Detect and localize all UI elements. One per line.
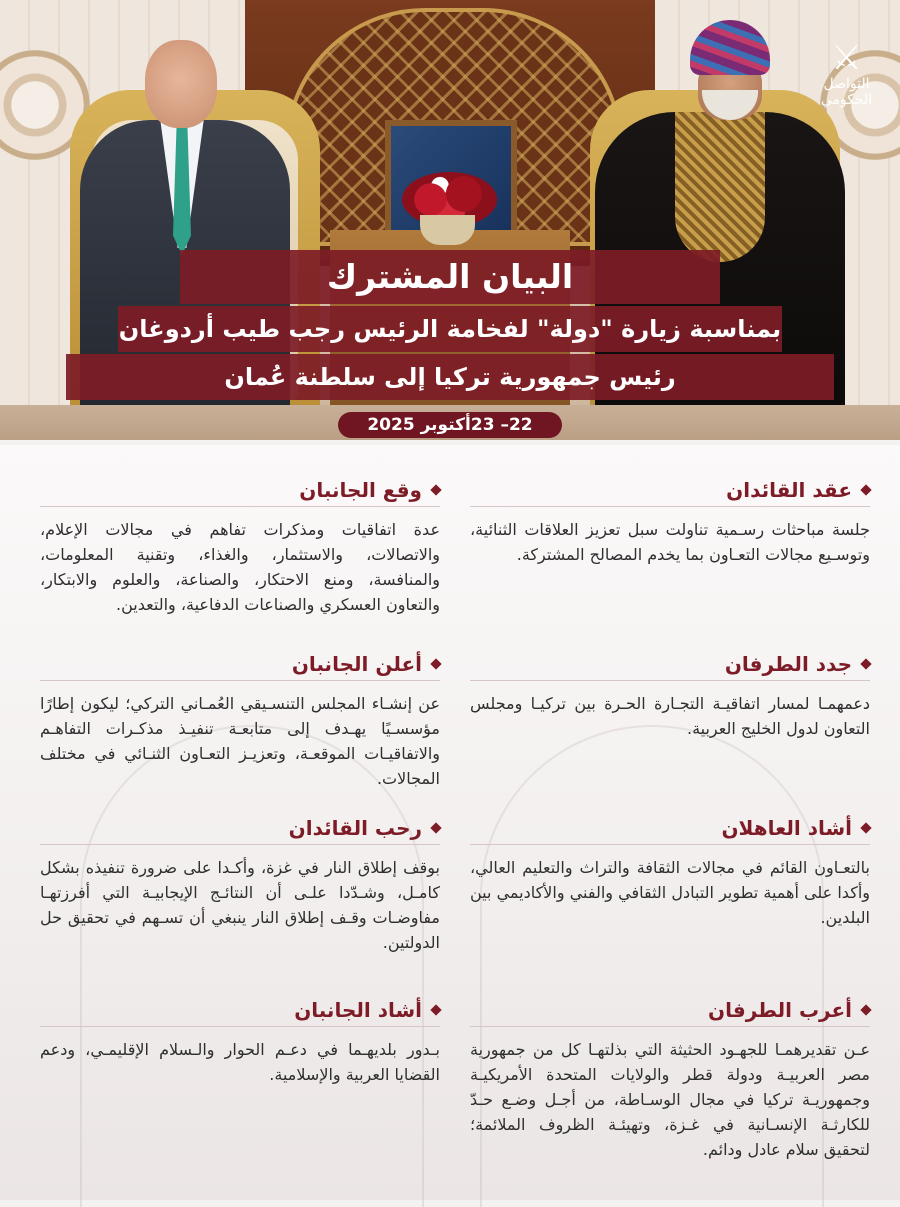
section-sides-praised [40, 994, 440, 1087]
diamond-bullet-icon [430, 1004, 441, 1015]
section-title: أعلن الجانبان [291, 652, 422, 676]
section-title: أشاد العاهلان [721, 816, 852, 840]
diamond-bullet-icon [430, 658, 441, 669]
section-title: أشاد الجانبان [294, 998, 422, 1022]
diamond-bullet-icon [860, 1004, 871, 1015]
subtitle-line-1: بمناسبة زيارة "دولة" لفخامة الرئيس رجب طيب أردوغان [118, 315, 782, 343]
section-leaders-welcomed [40, 812, 440, 955]
section-title: رحب القائدان [288, 816, 422, 840]
logo-line-1: التواصل [823, 76, 870, 92]
section-title: جدد الطرفان [724, 652, 852, 676]
section-body: بـدور بلديهـما في دعـم الحوار والـسلام الإقليمـي، ودعم القضايا العربية والإسلامية. [40, 1040, 440, 1084]
section-sides-announced [40, 648, 440, 791]
section-title: عقد القائدان [726, 478, 852, 502]
diamond-bullet-icon [430, 484, 441, 495]
section-leaders-held [470, 474, 870, 567]
section-parties-expressed [470, 994, 870, 1162]
section-body: عدة اتفاقيات ومذكرات تفاهم في مجالات الإعلام، والاتصالات، والاستثمار، والغذاء، وتقنية المعلومات، والمنافسة، ومنع الاحتكار، والصناعة، والعلوم والابتكار، والتعاون العسكري والصناعات الدفاعية، والتعدين. [40, 520, 440, 614]
section-body: عن إنشـاء المجلس التنسـيقي العُمـاني التركي؛ ليكون إطارًا مؤسسـيًا يهـدف إلى متابعـة تنفيـذ مذكـرات التفاهـم والاتفاقيـات الموقعـة، وتعزيـز التعـاون الثنـائي في مختلف المجالات. [40, 694, 440, 788]
subtitle-bar-1 [118, 306, 782, 352]
section-body: بوقف إطلاق النار في غزة، وأكـدا على ضرورة تنفيذه بشكل كامـل، وشـدّدا علـى أن النتائـج الإيجابيـة التي أفرزتهـا مفاوضـات وقـف إطلاق النار ينبغي أن تسـهم في تحقيق حل الدولتين. [40, 858, 440, 952]
date-badge: 22– 23أكتوبر 2025 [338, 412, 562, 438]
diamond-bullet-icon [430, 822, 441, 833]
section-monarchs-praised [470, 812, 870, 930]
section-body: بالتعـاون القائم في مجالات الثقافة والتراث والتعليم العالي، وأكدا على أهمية تطوير التبادل الثقافي والفني والأكاديمي بين البلدين. [470, 858, 870, 927]
diamond-bullet-icon [860, 484, 871, 495]
section-body: جلسة مباحثات رسـمية تناولت سبل تعزيز العلاقات الثنائية، وتوسـيع مجالات التعـاون بما يخدم المصالح المشتركة. [470, 520, 870, 564]
section-title: وقع الجانبان [299, 478, 422, 502]
section-parties-renewed [470, 648, 870, 741]
section-body: عـن تقديرهمـا للجهـود الحثيثة التي بذلتهـا كل من جمهورية مصر العربيـة ودولة قطر والولايات المتحدة الأمريكيـة وجمهوريـة تركيا في مجال الوسـاطة، من أجـل وضـع حـدّ للكارثـة الإنسـانية في غـزة، وتهيئـة الظروف الملائمة؛ لتحقيق سلام عادل ودائم. [470, 1040, 870, 1159]
logo-line-2: الحكومي [820, 92, 873, 108]
government-communication-logo [799, 40, 894, 108]
diamond-bullet-icon [860, 658, 871, 669]
subtitle-line-2: رئيس جمهورية تركيا إلى سلطنة عُمان [224, 363, 676, 391]
arch-decoration [80, 725, 424, 1207]
section-body: دعمهمـا لمسار اتفاقيـة التجـارة الحـرة بين تركيـا ومجلس التعاون لدول الخليج العربية. [470, 694, 870, 738]
subtitle-bar-2 [66, 354, 834, 400]
diamond-bullet-icon [860, 822, 871, 833]
section-title: أعرب الطرفان [708, 998, 852, 1022]
section-sides-signed [40, 474, 440, 617]
page-title: البيان المشترك [326, 257, 574, 296]
khanjar-emblem-icon: ⚔ [831, 38, 862, 78]
title-bar [180, 250, 720, 304]
vase [420, 215, 475, 245]
